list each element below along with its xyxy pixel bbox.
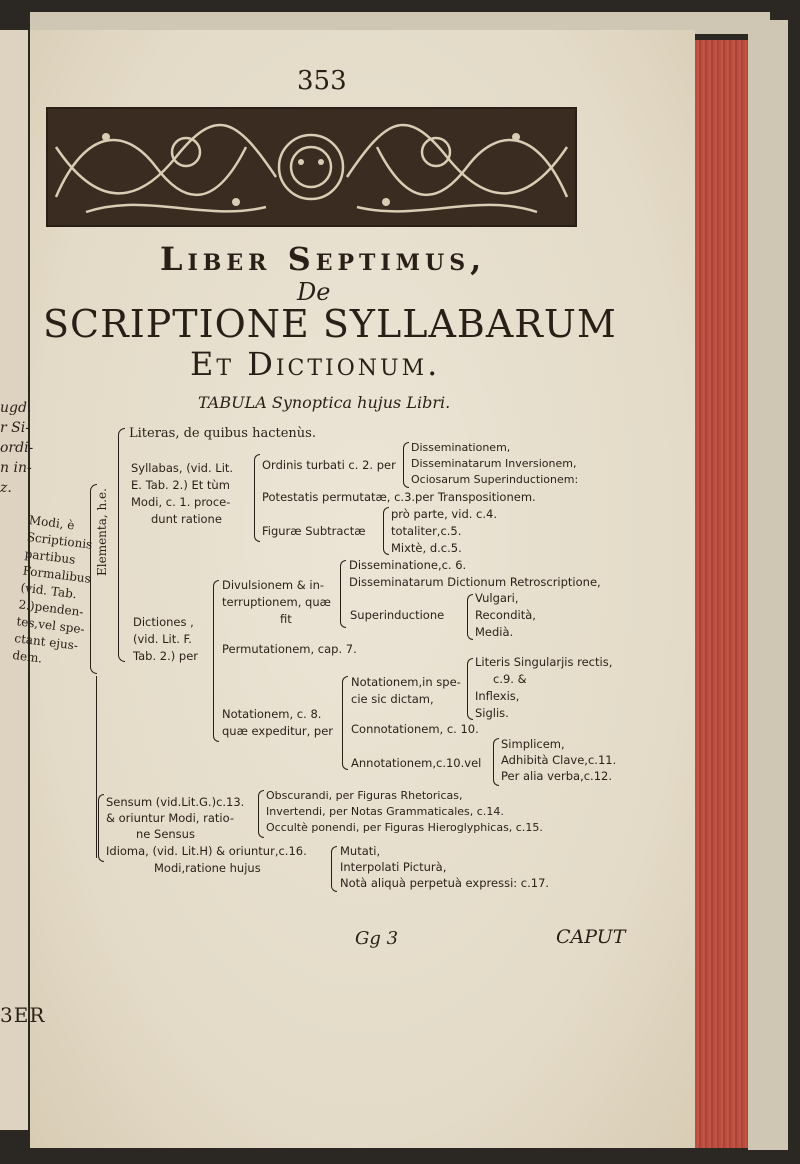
figurae-items (391, 506, 497, 557)
left-margin-text (0, 398, 33, 498)
tabula-heading: TABULA Synoptica hujus Libri. (198, 393, 451, 412)
sensum-line: ne Sensus (136, 827, 195, 841)
divulsionem-line: Divulsionem & in- (222, 578, 325, 592)
margin-line: ordi- (0, 440, 34, 456)
ornament-headpiece (46, 107, 577, 227)
idioma-block (106, 843, 307, 877)
permutationem-line: Permutationem, cap. 7. (222, 642, 357, 656)
notationem-line: Notationem, c. 8. (222, 707, 322, 721)
sensum-item: Occultè ponendi, per Figuras Hieroglyphicas, c.15. (266, 821, 543, 834)
potestatis-line: Potestatis permutatæ, c.3.per Transpositionem. (262, 490, 536, 504)
dictiones-line: Dictiones , (133, 615, 194, 629)
ordinis-item: Disseminationem, (411, 441, 511, 454)
root-line: dem. (11, 647, 44, 666)
brace-lower (98, 794, 104, 862)
ordinis-item: Ociosarum Superinductionem: (411, 473, 579, 486)
literis-line: c.9. & (493, 672, 527, 686)
brace-annotationem (493, 738, 499, 786)
connotationem-line: Connotationem, c. 10. (351, 722, 479, 736)
idioma-line: Modi,ratione hujus (154, 861, 261, 875)
divulsionem-line: fit (280, 612, 292, 626)
specie-line: cie sic dictam, (351, 692, 434, 706)
literis-line: Inflexis, (475, 689, 520, 703)
annotationem-line: Annotationem,c.10.vel (351, 756, 482, 770)
ann-item: Adhibità Clave,c.11. (501, 753, 617, 767)
sensum-line: Sensum (vid.Lit.G.)c.13. (106, 795, 245, 809)
root-line: Formalibus (21, 563, 92, 586)
idioma-line: Idioma, (vid. Lit.H) & oriuntur,c.16. (106, 844, 307, 858)
elementa-label: Elementa, h.e. (95, 488, 109, 576)
divulsionem-block (222, 577, 331, 628)
title-sub: Et Dictionum. (190, 345, 441, 383)
margin-line: n in- (0, 460, 32, 476)
brace-ordinis (403, 442, 409, 488)
notationem-block (222, 706, 333, 740)
sup-item: Recondità, (475, 608, 536, 622)
title-main: SCRIPTIONE SYLLABARUM (43, 302, 617, 346)
syllabas-block (131, 460, 233, 528)
brace-literis (467, 658, 473, 720)
margin-line: z. (0, 480, 12, 496)
divulsionem-line: terruptionem, quæ (222, 595, 331, 609)
div-item: Disseminatarum Dictionum Retroscriptione, (349, 575, 601, 589)
brace-divulsionem (340, 560, 346, 628)
brace-superinductione (467, 594, 473, 640)
ann-items (501, 736, 616, 784)
sensum-item: Obscurandi, per Figuras Rhetoricas, (266, 789, 463, 802)
sup-item: Medià. (475, 625, 514, 639)
red-page-edges (690, 40, 748, 1148)
figurae-item: prò parte, vid. c.4. (391, 507, 497, 521)
margin-line: ugd. (0, 400, 32, 416)
brace-elementa (118, 428, 125, 662)
dictiones-line: Tab. 2.) per (133, 649, 198, 663)
margin-line: r Si- (0, 420, 30, 436)
root-line: Scriptionis (26, 529, 94, 552)
ordinis-item: Disseminatarum Inversionem, (411, 457, 577, 470)
sup-items (475, 590, 536, 641)
idioma-item: Mutati, (340, 844, 381, 858)
syllabas-line: Syllabas, (vid. Lit. (131, 461, 234, 475)
root-line: tes,vel spe- (15, 614, 86, 637)
sensum-line: & oriuntur Modi, ratio- (106, 811, 234, 825)
idioma-item: Interpolati Picturà, (340, 860, 447, 874)
root-line: (vid. Tab. (19, 580, 78, 602)
notationem-specie (351, 674, 461, 708)
title-de: De (297, 278, 331, 306)
root-line: partibus (24, 546, 77, 567)
title-liber: Liber Septimus, (160, 240, 487, 278)
sup-item: Vulgari, (475, 591, 519, 605)
literis-line: Siglis. (475, 706, 509, 720)
page-number: 353 (297, 66, 347, 96)
dictiones-line: (vid. Lit. F. (133, 632, 192, 646)
literas-line: Literas, de quibus hactenùs. (129, 426, 316, 441)
dictiones-block (133, 614, 198, 665)
syllabas-line: E. Tab. 2.) Et tùm (131, 478, 230, 492)
sensum-items (266, 788, 543, 836)
ann-item: Per alia verba,c.12. (501, 769, 613, 783)
brace-root (90, 484, 97, 674)
figurae-line: Figuræ Subtractæ (262, 524, 366, 538)
brace-notationem (342, 676, 348, 770)
idioma-item: Notà aliquà perpetuà expressi: c.17. (340, 876, 550, 890)
signature-mark: Gg 3 (355, 928, 399, 949)
root-line: ctant ejus- (13, 631, 79, 653)
superinductione-line: Superinductione (350, 608, 445, 622)
root-line: Modi, è (28, 512, 76, 533)
div-items (349, 557, 601, 591)
sensum-item: Invertendi, per Notas Grammaticales, c.14. (266, 805, 504, 818)
div-item: Disseminatione,c. 6. (349, 558, 467, 572)
brace-sensum (258, 790, 264, 838)
brace-dictiones (213, 580, 219, 742)
idioma-items (340, 843, 549, 891)
brace-figurae (383, 507, 389, 555)
figurae-item: totaliter,c.5. (391, 524, 462, 538)
catchword: CAPUT (556, 926, 626, 948)
sensum-block (106, 794, 244, 842)
figurae-item: Mixtè, d.c.5. (391, 541, 462, 555)
notationem-line: quæ expeditur, per (222, 724, 334, 738)
root-line: 2.)penden- (17, 597, 85, 620)
literis-line: Literis Singularjis rectis, (475, 655, 613, 669)
brace-idioma (331, 846, 337, 892)
brace-root-extension (96, 676, 97, 858)
ordinis-line: Ordinis turbati c. 2. per (262, 458, 396, 472)
specie-line: Notationem,in spe- (351, 675, 461, 689)
cover-board (748, 20, 788, 1150)
ann-item: Simplicem, (501, 737, 565, 751)
left-margin-bottom: 3ER (0, 1003, 46, 1027)
literis-block (475, 654, 612, 722)
syllabas-line: dunt ratione (151, 512, 222, 526)
syllabas-line: Modi, c. 1. proce- (131, 495, 231, 509)
brace-syllabas (254, 454, 260, 542)
ordinis-items (411, 440, 578, 488)
